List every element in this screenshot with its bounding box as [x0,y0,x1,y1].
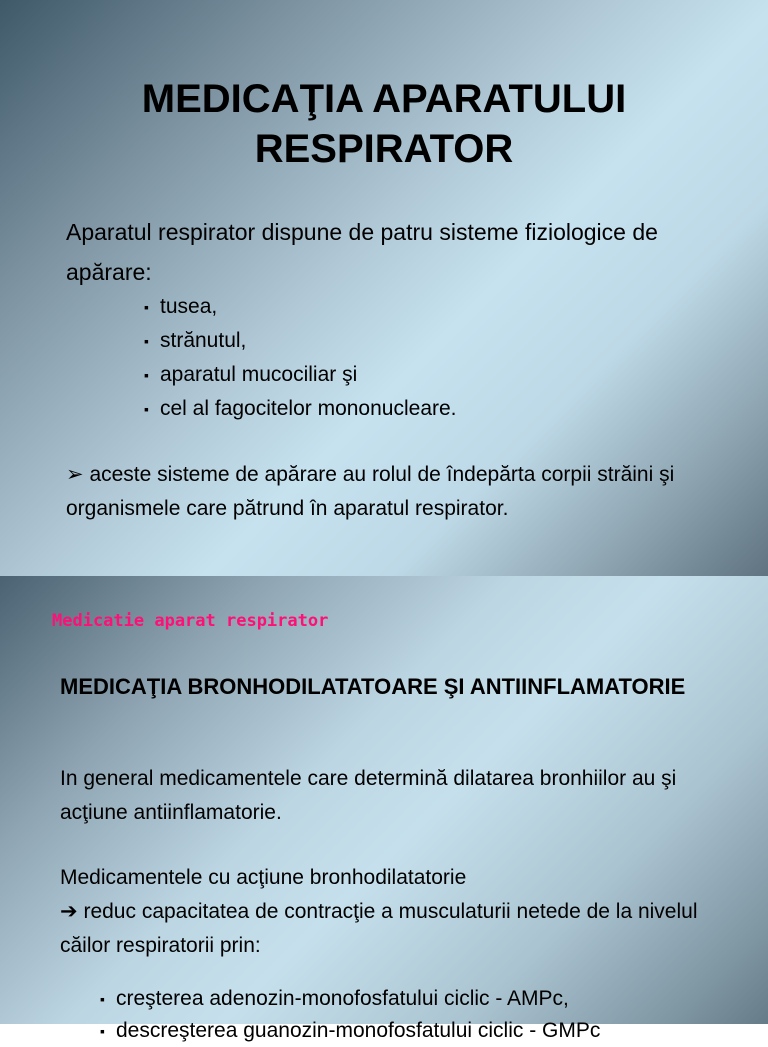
section-heading: MEDICAŢIA BRONHODILATATOARE ŞI ANTIINFLAMATORIE [60,674,686,699]
list-item-text: aparatul mucociliar şi [160,363,358,386]
square-bullet-icon: ▪ [144,333,149,349]
paragraph-1: In general medicamentele care determină dilatarea bronhiilor au şi acţiune antiinflamatorie. [60,767,677,824]
list-item [144,392,457,426]
list-item-text: cel al fagocitelor mononucleare. [160,397,457,420]
square-bullet-icon: ▪ [144,299,149,315]
right-arrow-icon: ➔ [60,900,78,923]
list-item [144,324,457,358]
arrowhead-bullet-icon: ➢ [66,463,84,486]
list-item-text: creşterea adenozin-monofosfatului ciclic - AMPc, [116,987,569,1010]
title-line-2: RESPIRATOR [254,127,514,171]
slide-2 [0,576,768,1042]
note-text: aceste sisteme de apărare au rolul de îndepărta corpii străini şi organismele care pătrund în aparatul respirator. [66,463,675,520]
list-item [144,358,457,392]
list-item [100,983,760,1015]
paragraph-2 [60,861,740,963]
list-item [100,1015,760,1047]
intro-text: Aparatul respirator dispune de patru sisteme fiziologice de apărare: [66,219,658,285]
list-item-text: descreşterea guanozin-monofosfatului ciclic - GMPc [116,1019,601,1042]
title-line-1: MEDICAŢIA APARATULUI [141,77,627,121]
list-item-text: tusea, [160,295,218,318]
square-bullet-icon: ▪ [100,1023,105,1039]
defense-systems-list [144,290,457,426]
mechanism-list [100,983,760,1047]
slide-header: Medicatie aparat respirator [52,611,329,631]
square-bullet-icon: ▪ [100,991,105,1007]
note-paragraph [66,458,746,526]
list-item-text: strănutul, [160,329,247,352]
list-item [144,290,457,324]
square-bullet-icon: ▪ [144,401,149,417]
slide-title [0,74,768,174]
paragraph-2-text: reduc capacitatea de contracţie a musculaturii netede de la nivelul căilor respiratorii prin: [60,900,698,957]
paragraph-2-body [60,895,740,963]
paragraph-2-line-1: Medicamentele cu acţiune bronhodilatatorie [60,866,467,889]
square-bullet-icon: ▪ [144,367,149,383]
